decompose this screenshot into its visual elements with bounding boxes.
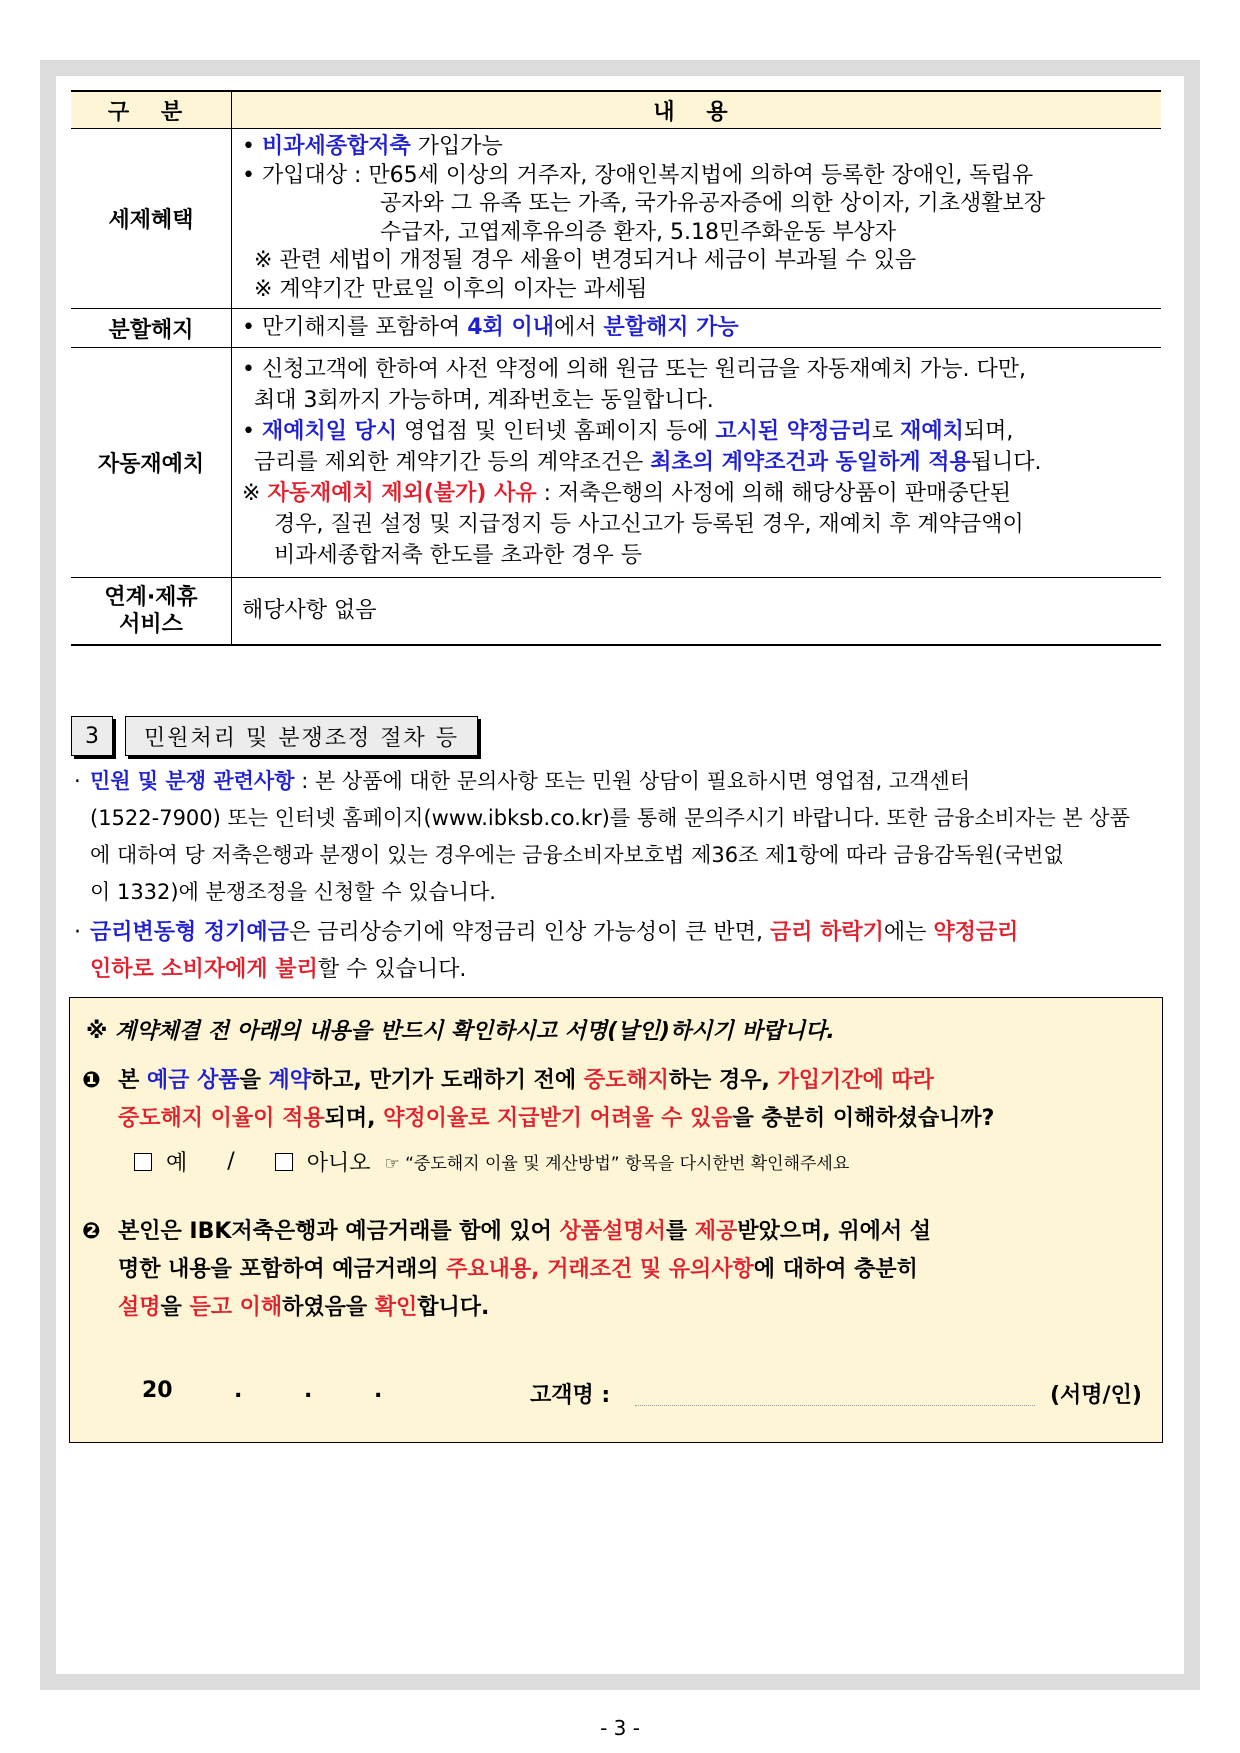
q1-f: 중도해지 — [583, 1068, 669, 1093]
rate-text-c: 금리 하락기 — [769, 920, 884, 945]
auto-line-1: 신청고객에 한하여 사전 약정에 의해 원금 또는 원리금을 자동재예치 가능. 다만, — [261, 357, 1026, 382]
table-row-split — [71, 309, 1161, 348]
signature-label: (서명/인) — [1050, 1383, 1142, 1408]
q2-j: 을 — [160, 1295, 190, 1320]
q2-d: 제공 — [694, 1219, 738, 1244]
rate-text-f: 인하로 소비자에게 불리 — [90, 957, 318, 982]
complaint-line-2: (1522-7900) 또는 인터넷 홈페이지(www.ibksb.co.kr)를 통해 문의주시기 바랍니다. 또한 금융소비자는 본 상품 — [90, 806, 1130, 830]
tax-line-3: 공자와 그 유족 또는 가족, 국가유공자증에 의한 상이자, 기초생활보장 — [380, 191, 1045, 216]
split-text-a: 만기해지를 포함하여 — [261, 314, 468, 340]
complaint-title: 민원 및 분쟁 관련사항 — [90, 769, 295, 793]
date-dot-3: . — [374, 1378, 383, 1403]
rate-text-d: 에는 — [883, 920, 934, 945]
q2-c: 를 — [665, 1219, 695, 1244]
q1-b: 예금 상품 — [146, 1068, 240, 1093]
q1-d: 계약 — [268, 1068, 312, 1093]
q1-l: 을 충분히 이해하셨습니까? — [732, 1106, 995, 1131]
q2-i: 설명 — [118, 1295, 161, 1320]
question-1 — [82, 1062, 1144, 1138]
confirmation-header: ※ 계약체결 전 아래의 내용을 반드시 확인하시고 서명(날인)하시기 바랍니다. — [86, 1019, 835, 1044]
row-content-tax: • 비과세종합저축 가입가능 • 가입대상 : 만65세 이상의 거주자, 장애인복지법에 의하여 등록한 장애인, 독립유 공자와 그 유족 또는 가족, 국가유공자증에 의한 상이자, 기초생활보장 수급자, 고엽제후유의증 환자, 5.18민주화운동 부상자 ※ 관련 세법이 개정될 경우 세율이 변경되거나 세금이 부과될 수 있음 ※ 계약기간 만료일 이후의 이자는 과세됨 — [232, 129, 1162, 309]
q2-b: 상품설명서 — [559, 1219, 666, 1244]
table-row-link — [71, 578, 1161, 646]
split-text-c: 에서 — [553, 314, 604, 340]
link-label-1: 연계·제휴 — [104, 585, 198, 610]
auto-l5-a: ※ — [242, 481, 268, 506]
split-text-b: 4회 이내 — [467, 314, 554, 340]
auto-line-2: 최대 3회까지 가능하며, 계좌번호는 동일합니다. — [254, 388, 714, 413]
row-label-link — [71, 578, 232, 646]
auto-l3-b: 영업점 및 인터넷 홈페이지 등에 — [397, 419, 716, 444]
col-header-category: 구 분 — [71, 91, 232, 129]
tax-line-4: 수급자, 고엽제후유의증 환자, 5.18민주화운동 부상자 — [380, 219, 896, 245]
bullet-complaint: · 민원 및 분쟁 관련사항 : 본 상품에 대한 문의사항 또는 민원 상담이 필요하시면 영업점, 고객센터 (1522-7900) 또는 인터넷 홈페이지(www.ibksb.co.kr)를 통해 문의주시기 바랍니다. 또한 금융소비자는 본 상품 에 대하여 당 저축은행과 분쟁이 있는 경우에는 금융소비자보호법 제36조 제1항에 따라 금융감독원(국번없 이 1332)에 분쟁조정을 신청할 수 있습니다. — [74, 763, 1174, 911]
no-checkbox[interactable] — [275, 1153, 293, 1171]
q2-f: 명한 내용을 포함하여 예금거래의 — [118, 1257, 447, 1282]
q1-c: 을 — [239, 1068, 269, 1093]
complaint-line-4: 이 1332)에 분쟁조정을 신청할 수 있습니다. — [90, 880, 496, 904]
auto-l4-b: 최초의 계약조건과 동일하게 적용 — [650, 450, 971, 475]
date-year: 20 — [142, 1378, 173, 1403]
split-text-d: 분할해지 가능 — [603, 314, 739, 340]
q1-e: 하고, 만기가 도래하기 전에 — [311, 1068, 584, 1093]
auto-l4-c: 됩니다. — [970, 450, 1042, 475]
auto-l3-e: 재예치 — [900, 419, 964, 444]
table-row-auto — [71, 348, 1161, 578]
q2-l: 하였음을 — [282, 1295, 375, 1320]
complaint-line-3: 에 대하여 당 저축은행과 분쟁이 있는 경우에는 금융소비자보호법 제36조 제1항에 따라 금융감독원(국번없 — [90, 843, 1064, 867]
auto-l3-d: 로 — [871, 419, 901, 444]
recheck-hint: ☞ “중도해지 이율 및 계산방법” 항목을 다시한번 확인해주세요 — [384, 1154, 850, 1174]
confirmation-box — [69, 997, 1163, 1443]
link-label-2: 서비스 — [119, 612, 183, 637]
auto-l5-c: : 저축은행의 사정에 의해 해당상품이 판매중단된 — [536, 481, 1012, 506]
q1-i: 중도해지 이율이 적용 — [118, 1106, 325, 1131]
q2-n: 합니다. — [417, 1295, 490, 1320]
option-separator: / — [227, 1149, 235, 1174]
auto-l3-f: 되며, — [963, 419, 1014, 444]
row-content-link: 해당사항 없음 — [232, 578, 1162, 646]
auto-line-6: 경우, 질권 설정 및 지급정지 등 사고신고가 등록된 경우, 재예치 후 계약금액이 — [274, 512, 1024, 537]
tax-note-2: ※ 계약기간 만료일 이후의 이자는 과세됨 — [254, 276, 648, 302]
number-2-icon: ❷ — [82, 1219, 101, 1244]
row-content-auto: • 신청고객에 한하여 사전 약정에 의해 원금 또는 원리금을 자동재예치 가능. 다만, 최대 3회까지 가능하며, 계좌번호는 동일합니다. • 재예치일 당시 영업점 및 인터넷 홈페이지 등에 고시된 약정금리로 재예치되며, 금리를 제외한 계약기간 등의 계약조건은 최초의 계약조건과 동일하게 적용됩니다. ※ 자동재예치 제외(불가) 사유 : 저축은행의 사정에 의해 해당상품이 판매중단된 경우, 질권 설정 및 지급정지 등 사고신고가 등록된 경우, 재예치 후 계약금액이 비과세종합저축 한도를 초과한 경우 등 — [232, 348, 1162, 578]
q2-e: 받았으며, 위에서 설 — [737, 1219, 931, 1244]
tax-note-1: ※ 관련 세법이 개정될 경우 세율이 변경되거나 세금이 부과될 수 있음 — [254, 248, 917, 273]
customer-name-field[interactable] — [635, 1405, 1035, 1406]
bullet-rate-risk: · 금리변동형 정기예금은 금리상승기에 약정금리 인상 가능성이 큰 반면, 금리 하락기에는 약정금리 인하로 소비자에게 불리할 수 있습니다. — [74, 920, 1019, 982]
row-label-tax: 세제혜택 — [71, 129, 232, 309]
section-3-heading — [71, 716, 478, 756]
yes-label: 예 — [166, 1151, 188, 1176]
no-label: 아니오 — [306, 1151, 371, 1176]
q2-h: 에 대하여 충분히 — [753, 1257, 918, 1282]
auto-l3-c: 고시된 약정금리 — [715, 419, 872, 444]
table-header-row — [71, 91, 1161, 129]
q2-m: 확인 — [374, 1295, 418, 1320]
auto-l5-b: 자동재예치 제외(불가) 사유 — [267, 481, 537, 506]
tax-line-2: 가입대상 : 만65세 이상의 거주자, 장애인복지법에 의하여 등록한 장애인, 독립유 — [261, 162, 1034, 188]
q2-a: 본인은 IBK저축은행과 예금거래를 함에 있어 — [118, 1219, 560, 1244]
section-title: 민원처리 및 분쟁조정 절차 등 — [125, 716, 478, 756]
date-dot-1: . — [234, 1378, 243, 1403]
number-1-icon: ❶ — [82, 1068, 101, 1093]
auto-line-7: 비과세종합저축 한도를 초과한 경우 등 — [274, 543, 643, 568]
complaint-line-1: : 본 상품에 대한 문의사항 또는 민원 상담이 필요하시면 영업점, 고객센터 — [294, 769, 970, 793]
question-2 — [82, 1213, 1144, 1327]
rate-text-g: 할 수 있습니다. — [317, 957, 467, 982]
date-dot-2: . — [304, 1378, 313, 1403]
row-label-auto: 자동재예치 — [71, 348, 232, 578]
q1-j: 되며, — [324, 1106, 384, 1131]
col-header-content: 내 용 — [232, 91, 1162, 129]
q1-g: 하는 경우, — [668, 1068, 778, 1093]
q2-g: 주요내용, 거래조건 및 유의사항 — [446, 1257, 754, 1282]
customer-name-label: 고객명 : — [530, 1383, 611, 1408]
q1-a: 본 — [118, 1068, 147, 1093]
rate-product: 금리변동형 정기예금 — [90, 920, 289, 945]
yes-checkbox[interactable] — [134, 1153, 152, 1171]
tax-product-name: 비과세종합저축 — [261, 134, 411, 159]
row-label-split: 분할해지 — [71, 309, 232, 348]
rate-text-e: 약정금리 — [933, 920, 1019, 945]
tax-line-1: 가입가능 — [410, 134, 503, 159]
row-content-split: • 만기해지를 포함하여 4회 이내에서 분할해지 가능 — [232, 309, 1162, 348]
table-row-tax — [71, 129, 1161, 309]
product-terms-table — [71, 90, 1161, 646]
q1-k: 약정이율로 지급받기 어려울 수 있음 — [383, 1106, 733, 1131]
q1-h: 가입기간에 따라 — [777, 1068, 934, 1093]
auto-l3-a: 재예치일 당시 — [261, 419, 398, 444]
q2-k: 듣고 이해 — [189, 1295, 283, 1320]
section-number: 3 — [71, 716, 113, 756]
auto-l4-a: 금리를 제외한 계약기간 등의 계약조건은 — [254, 450, 651, 475]
page-number: - 3 - — [600, 1716, 640, 1740]
answer-options — [134, 1146, 849, 1177]
rate-text-b: 은 금리상승기에 약정금리 인상 가능성이 큰 반면, — [288, 920, 770, 945]
